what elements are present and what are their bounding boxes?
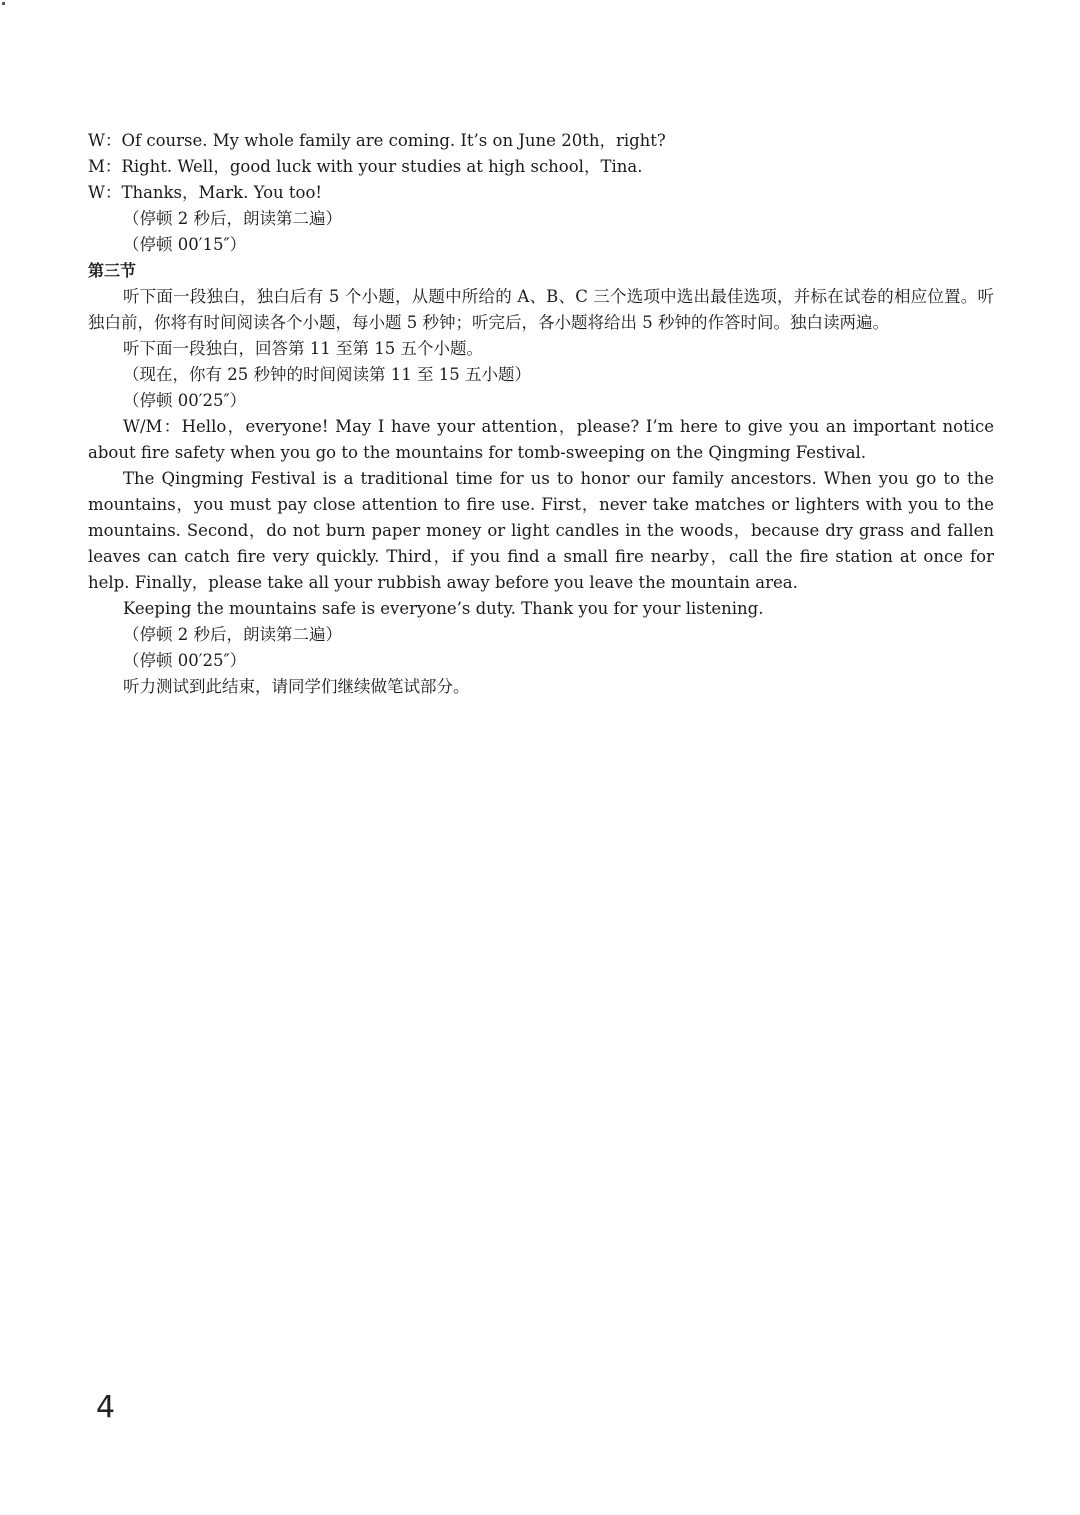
pause-note: （停顿 00′25″） [123,651,247,670]
reading-time-note: （现在，你有 25 秒钟的时间阅读第 11 至 15 五小题） [123,365,531,384]
monologue-paragraph: W/M：Hello，everyone! May I have your attention，please? I’m here to give you an important notice about fire safety when you go to the mountains for tomb-sweeping on the Qingming Festival. [88,417,994,462]
pause-note: （停顿 00′25″） [123,391,247,410]
monologue-paragraph: Keeping the mountains safe is everyone’s duty. Thank you for your listening. [123,599,764,618]
monologue-paragraph: The Qingming Festival is a traditional time for us to honor our family ancestors. When you go to the mountains，you must pay close attention to fire use. First，never take matches or lighters with you to the mountains. Second，do not burn paper money or light candles in the woods，because dry grass and fallen leaves can catch fire very quickly. Third，if you find a small fire nearby，call the fire station at once for help. Finally，please take all your rubbish away before you leave the mountain area. [88,469,994,592]
closing-note: 听力测试到此结束，请同学们继续做笔试部分。 [123,677,470,696]
pause-repeat-note: （停顿 2 秒后，朗读第二遍） [123,209,342,228]
page-number: 4 [96,1390,116,1425]
pause-note: （停顿 00′15″） [123,235,247,254]
section-instructions: 听下面一段独白，独白后有 5 个小题，从题中所给的 A、B、C 三个选项中选出最佳选项，并标在试卷的相应位置。听独白前，你将有时间阅读各个小题，每小题 5 秒钟；听完后，各小题将给出 5 秒钟的作答时间。独白读两遍。 [88,287,994,332]
answer-prompt: 听下面一段独白，回答第 11 至第 15 五个小题。 [123,339,483,358]
transcript-body [88,128,994,700]
scan-corner-mark [2,2,5,5]
pause-repeat-note: （停顿 2 秒后，朗读第二遍） [123,625,342,644]
dialogue-line: W：Of course. My whole family are coming. It’s on June 20th，right? [88,131,666,150]
dialogue-line: W：Thanks，Mark. You too! [88,183,323,202]
dialogue-line: M：Right. Well，good luck with your studies at high school，Tina. [88,157,643,176]
section-heading: 第三节 [88,261,137,280]
